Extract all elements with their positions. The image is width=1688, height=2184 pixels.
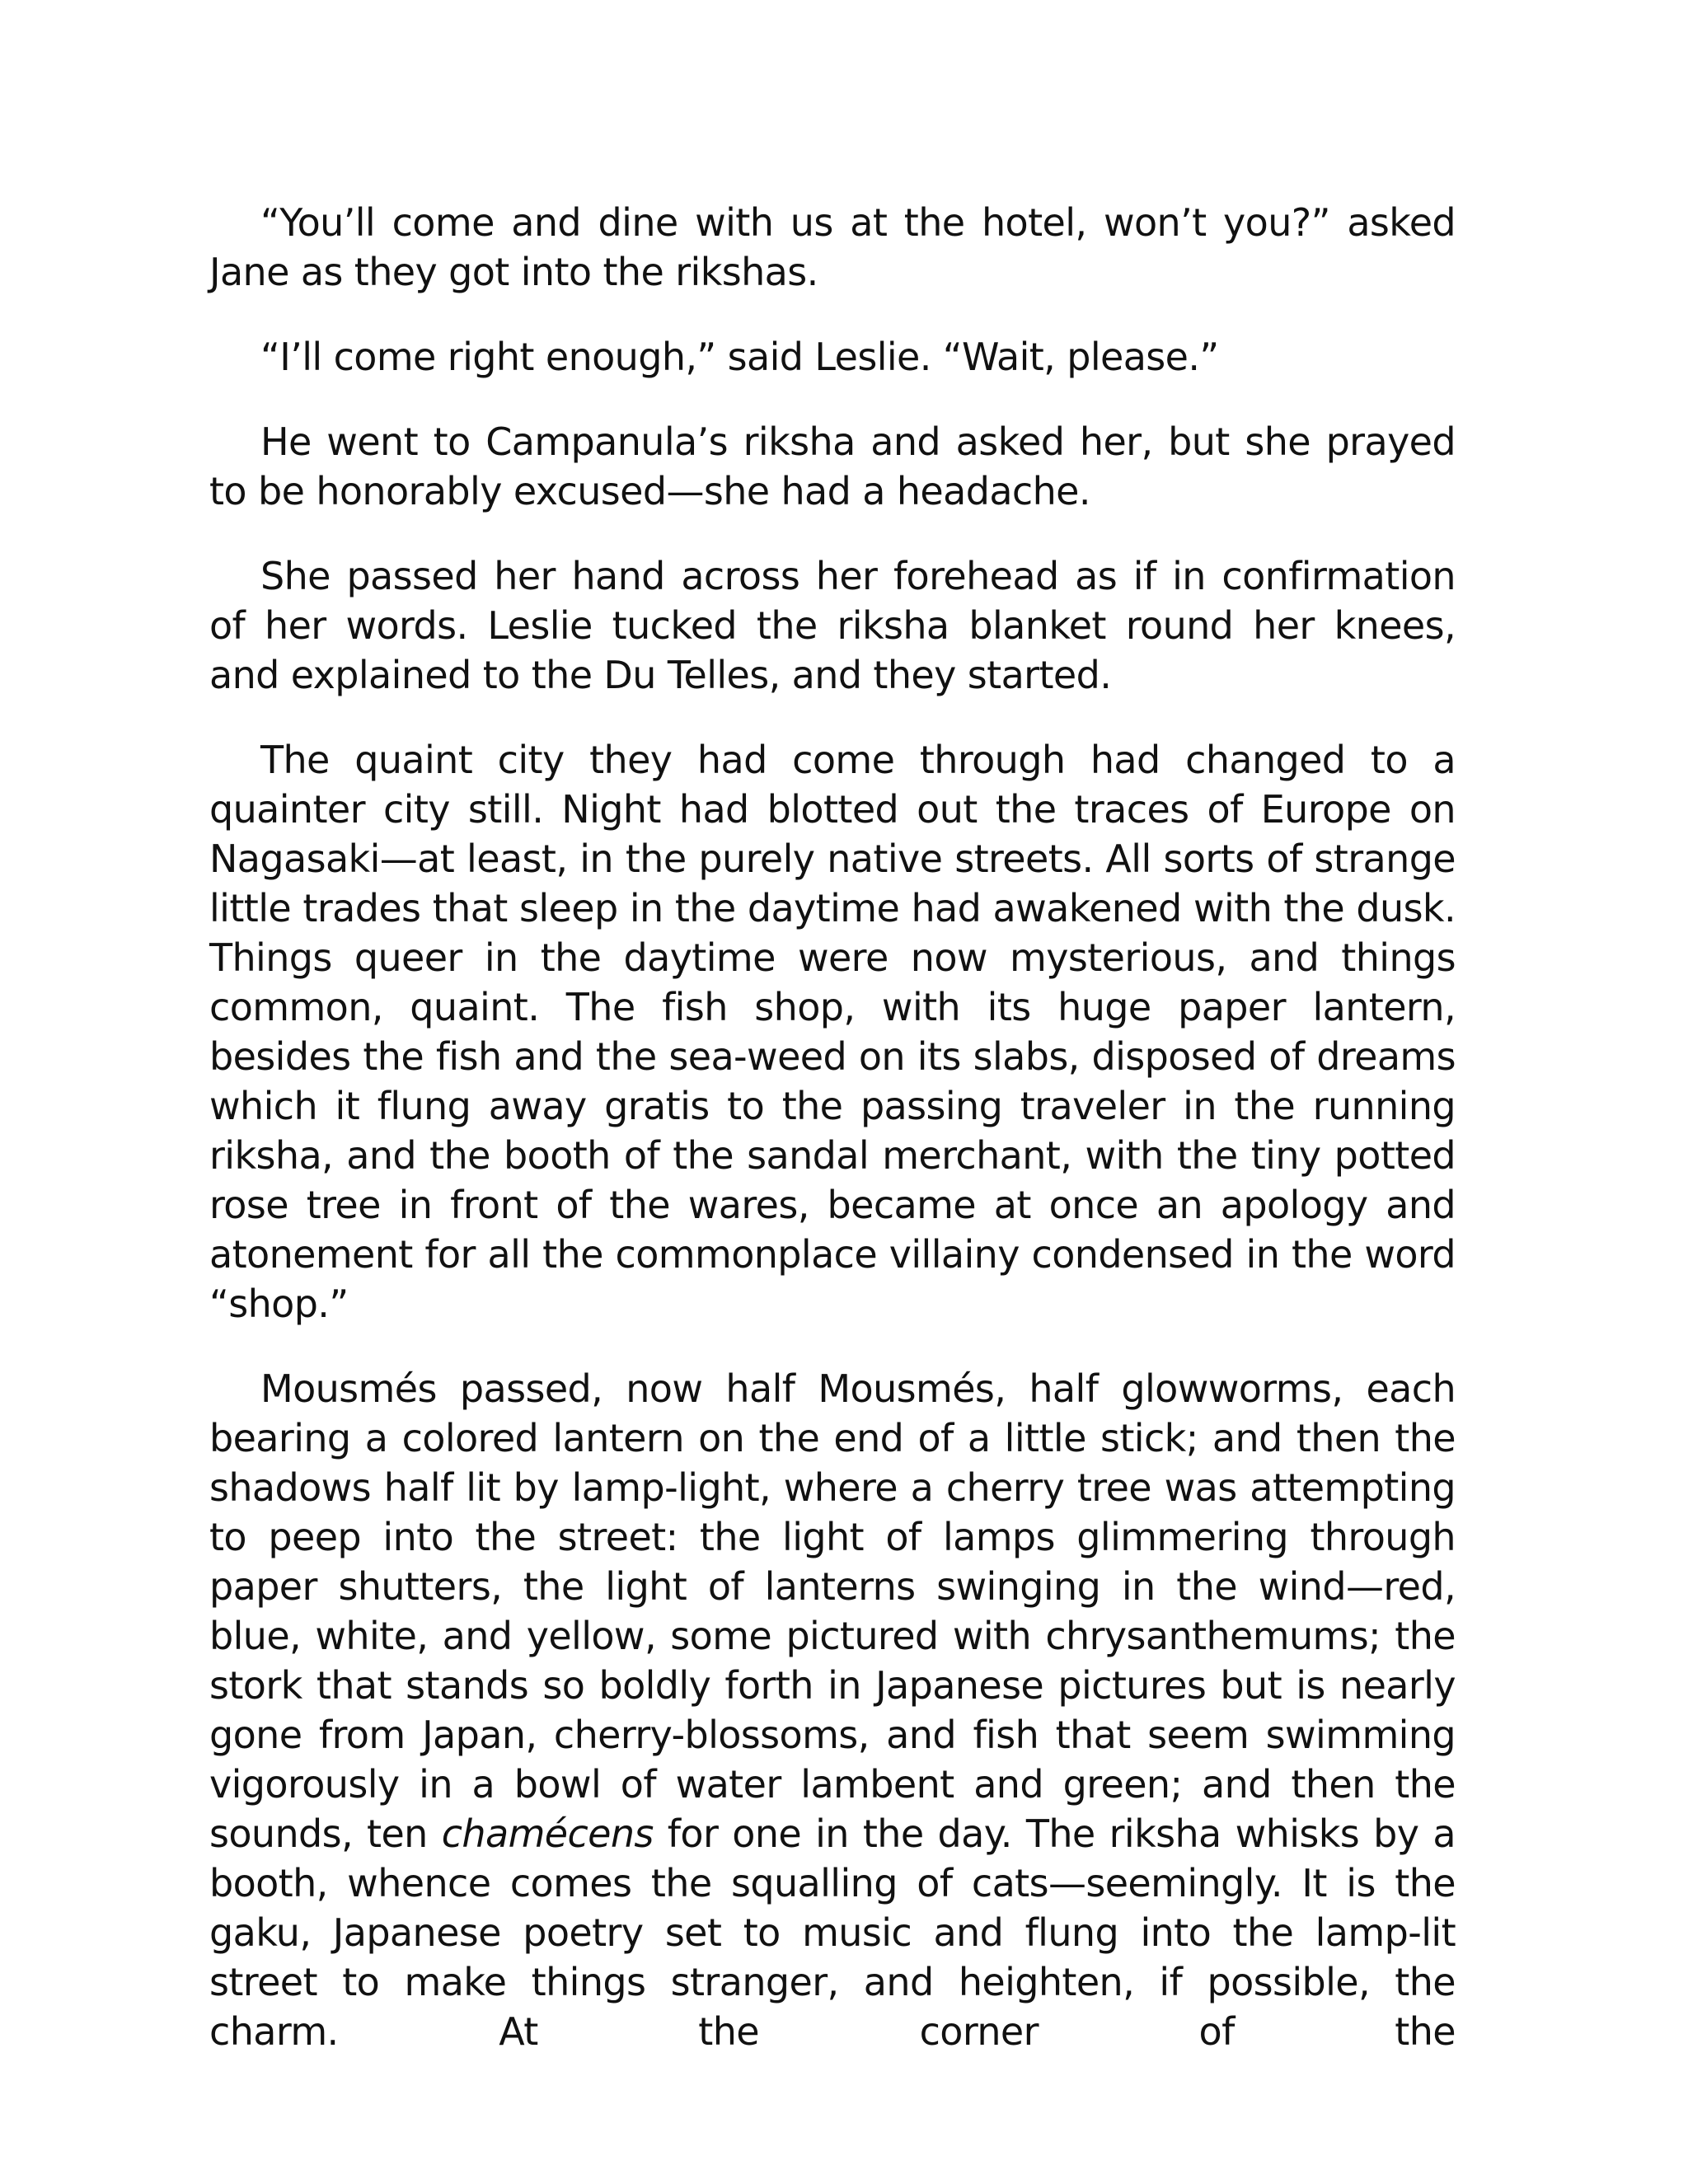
- paragraph-campanula-excuse: He went to Campanula’s riksha and asked her, but she prayed to be honorably excused—she had a headache.: [209, 419, 1456, 513]
- body-text: [209, 198, 1456, 2056]
- paragraph-mousmes-text-after: for one in the day. The riksha whisks by a booth, whence comes the squalling of cats—seemingly. It is the gaku, Japanese poetry set to music and flung into the lamp-lit street to make things stranger, and heighten, if possible, the charm. At the corner of the: [209, 1811, 1456, 2054]
- paragraph-dinner-invitation: “You’ll come and dine with us at the hotel, won’t you?” asked Jane as they got into the rikshas.: [209, 200, 1456, 294]
- paragraph-leslie-reply: “I’ll come right enough,” said Leslie. “Wait, please.”: [260, 335, 1219, 379]
- paragraph-mousmes-text-before: Mousmés passed, now half Mousmés, half glowworms, each bearing a colored lantern on the end of a little stick; and then the shadows half lit by lamp-light, where a cherry tree was attempting to peep into the street: the light of lamps glimmering through paper shutters, the light of lanterns swinging in the wind—red, blue, white, and yellow, some pictured with chrysanthemums; the stork that stands so boldly forth in Japanese pictures but is nearly gone from Japan, cherry-blossoms, and fish that seem swimming vigorously in a bowl of water lambent and green; and then the sounds, ten: [209, 1366, 1456, 1856]
- paragraph-mousmes: [209, 1364, 1456, 2056]
- italic-term-chamecens: chamécens: [441, 1811, 654, 1856]
- paragraph-riksha-blanket: She passed her hand across her forehead as if in confirmation of her words. Leslie tucked the riksha blanket round her knees, and explained to the Du Telles, and they started.: [209, 554, 1456, 697]
- paragraph-quaint-city: The quaint city they had come through had changed to a quainter city still. Night had blotted out the traces of Europe on Nagasaki—at least, in the purely native streets. All sorts of strange little trades that sleep in the daytime had awakened with the dusk. Things queer in the daytime were now mysterious, and things common, quaint. The fish shop, with its huge paper lantern, besides the fish and the sea-weed on its slabs, disposed of dreams which it flung away gratis to the passing traveler in the running riksha, and the booth of the sandal merchant, with the tiny potted rose tree in front of the wares, became at once an apology and atonement for all the commonplace villainy condensed in the word “shop.”: [209, 738, 1456, 1326]
